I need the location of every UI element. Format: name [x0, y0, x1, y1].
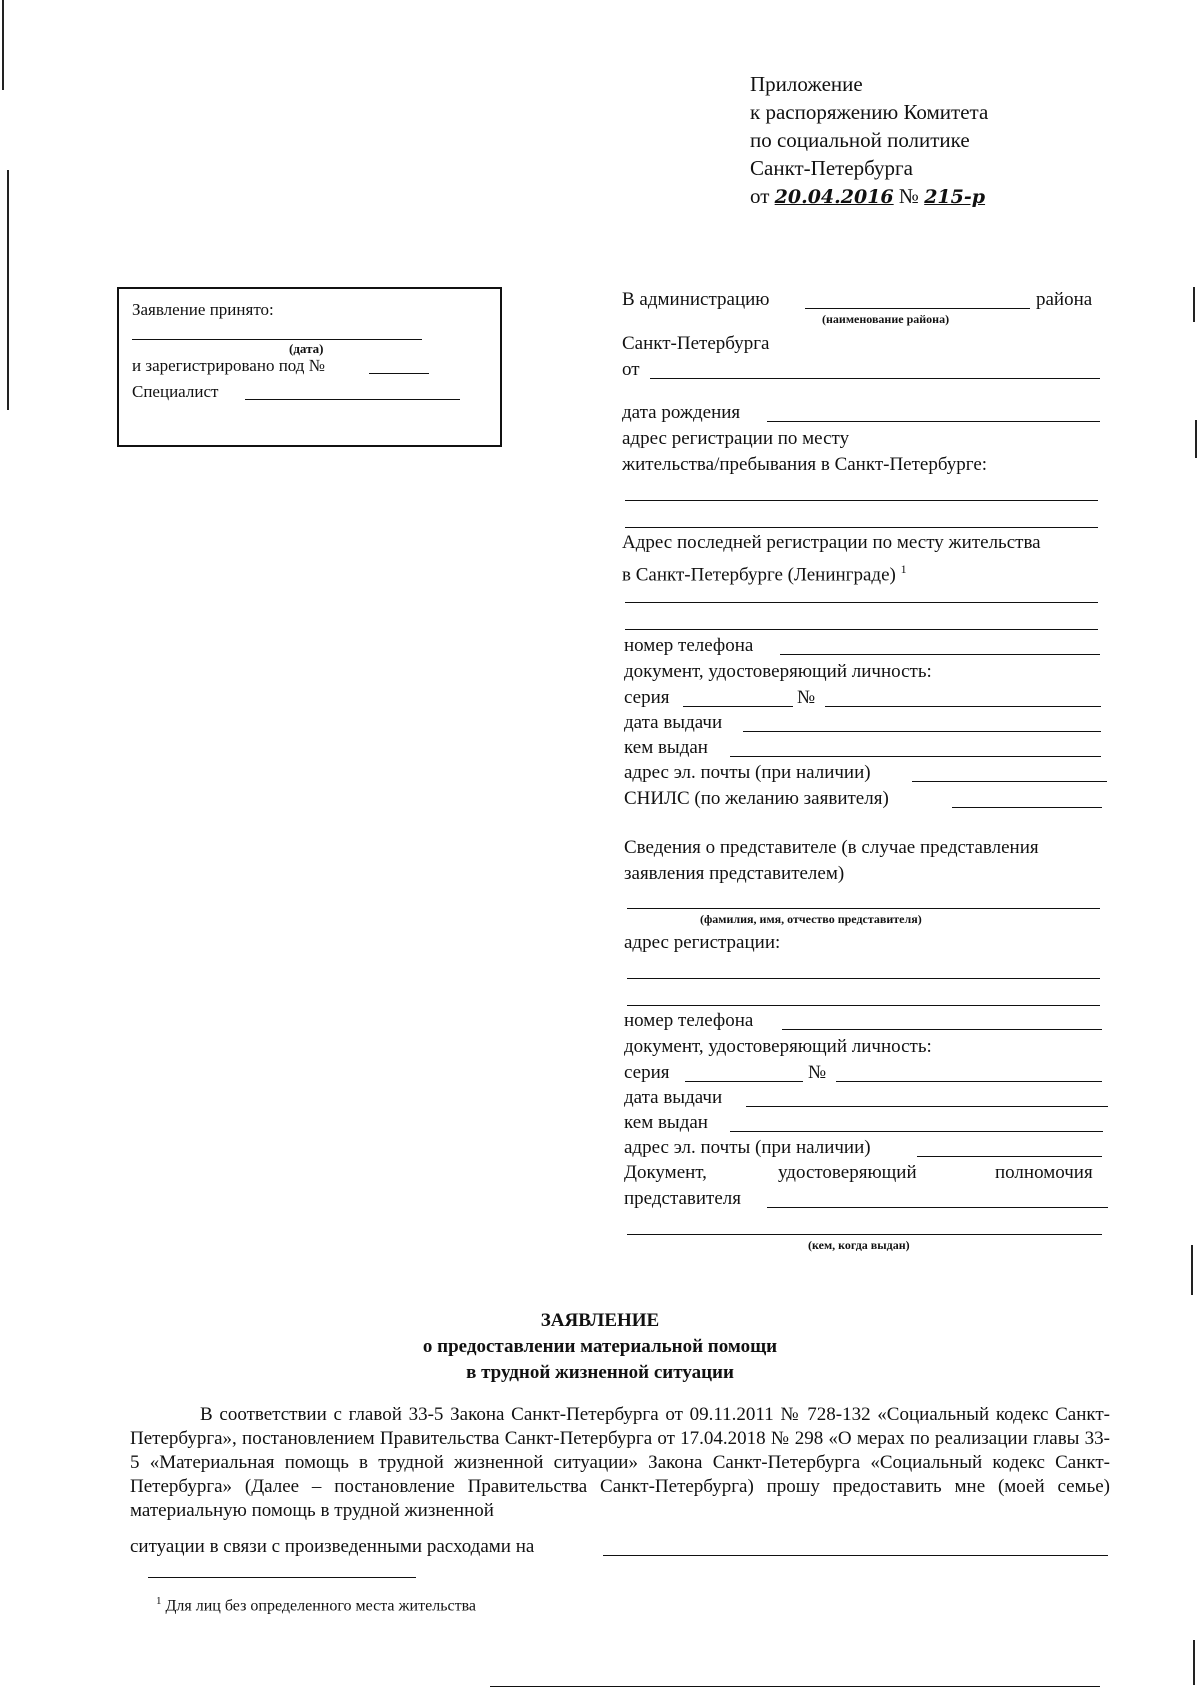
series-label: серия [624, 687, 670, 708]
rep-email-label: адрес эл. почты (при наличии) [624, 1137, 871, 1158]
registered-label: и зарегистрировано под № [132, 356, 325, 375]
rep-number-sign: № [808, 1062, 827, 1083]
scan-mark-left [2, 0, 4, 90]
phone-label: номер телефона [624, 635, 754, 656]
birth-date-field[interactable] [767, 421, 1100, 422]
rep-phone-label: номер телефона [624, 1010, 754, 1031]
email-field[interactable] [912, 781, 1107, 782]
snils-label: СНИЛС (по желанию заявителя) [624, 788, 889, 809]
reg-address-label-1: адрес регистрации по месту [622, 428, 850, 449]
rep-info-label-2: заявления представителем) [624, 863, 845, 884]
expenses-field[interactable] [603, 1555, 1108, 1556]
reg-address-field-1[interactable] [625, 500, 1098, 501]
last-reg-label-2 [622, 556, 907, 588]
footnote-separator [148, 1577, 416, 1578]
accepted-label: Заявление принято: [132, 300, 274, 319]
registration-number-field[interactable] [369, 373, 429, 374]
rep-doc-number-field[interactable] [836, 1081, 1102, 1082]
issue-date-field[interactable] [743, 731, 1101, 732]
rep-reg-address-label: адрес регистрации: [624, 932, 781, 953]
number-prefix: № [898, 184, 919, 208]
issued-by-field[interactable] [730, 756, 1101, 757]
from-label: от [622, 359, 640, 380]
specialist-label: Специалист [132, 382, 219, 401]
phone-field[interactable] [780, 654, 1100, 655]
rep-issue-date-label: дата выдачи [624, 1087, 723, 1108]
receipt-box [117, 287, 502, 447]
issued-caption: (кем, когда выдан) [808, 1238, 910, 1252]
district-caption: (наименование района) [822, 312, 950, 326]
rep-issued-by-label: кем выдан [624, 1112, 708, 1133]
scan-bottom-edge [490, 1686, 1100, 1687]
id-doc-label: документ, удостоверяющий личность: [624, 661, 932, 682]
rep-id-doc-label: документ, удостоверяющий личность: [624, 1036, 932, 1057]
title-line-3: в трудной жизненной ситуации [466, 1362, 734, 1383]
rep-phone-field[interactable] [782, 1029, 1102, 1030]
last-reg-label-1: Адрес последней регистрации по месту жительства [622, 532, 1041, 553]
handwritten-date: 20.04.2016 [774, 186, 894, 208]
body-text: В соответствии с главой 33-5 Закона Санкт-Петербурга от 09.11.2011 № 728-132 «Социальный кодекс Санкт-Петербурга», постановлением Правительства Санкт-Петербурга от 17.04.2018 № 298 «О мерах по реализации главы 33-5 «Материальная помощь в трудной жизненной ситуации» Закона Санкт-Петербурга «Социальный кодекс Санкт-Петербурга» (Далее – постановление Правительства Санкт-Петербурга) прошу предоставить мне (моей семье) материальную помощь в трудной жизненной [130, 1404, 1110, 1521]
representative-word: представителя [624, 1188, 742, 1209]
document-title [0, 1308, 1200, 1386]
issue-date-label: дата выдачи [624, 712, 723, 733]
to-admin-label: В администрацию [622, 289, 770, 310]
rep-info-label-1: Сведения о представителе (в случае представления [624, 837, 1039, 858]
reg-address-label-2: жительства/пребывания в Санкт-Петербурге: [622, 454, 988, 475]
snils-field[interactable] [952, 807, 1102, 808]
footnote-text: Для лиц без определенного места жительства [165, 1597, 477, 1615]
title-line-1: ЗАЯВЛЕНИЕ [540, 1310, 660, 1331]
issued-by-label: кем выдан [624, 737, 708, 758]
body-last-line: ситуации в связи с произведенными расходами на [130, 1536, 535, 1557]
scan-mark-right-2 [1195, 420, 1197, 458]
footnote [156, 1591, 476, 1616]
district-word: района [1036, 289, 1093, 310]
rep-issued-by-field[interactable] [730, 1131, 1103, 1132]
number-sign: № [797, 687, 816, 708]
footnote-number: 1 [156, 1595, 162, 1607]
last-reg-field-2[interactable] [625, 629, 1098, 630]
appendix-date-line [750, 182, 988, 211]
doc-number-field[interactable] [825, 706, 1101, 707]
title-line-2: о предоставлении материальной помощи [422, 1336, 778, 1357]
body-paragraph [130, 1403, 1110, 1523]
birth-date-label: дата рождения [622, 402, 741, 423]
handwritten-number: 215-р [924, 186, 986, 208]
scan-mark-right-4 [1193, 1640, 1195, 1685]
appendix-header [750, 70, 988, 211]
applicant-name-field[interactable] [650, 378, 1100, 379]
district-field[interactable] [805, 308, 1030, 309]
rep-reg-address-field-1[interactable] [627, 978, 1100, 979]
receipt-date-field[interactable] [132, 339, 422, 340]
reg-address-field-2[interactable] [625, 527, 1098, 528]
scan-mark-left-2 [7, 170, 9, 410]
rep-issue-date-field[interactable] [746, 1106, 1108, 1107]
rep-series-field[interactable] [685, 1081, 803, 1082]
authority-doc-field-1[interactable] [767, 1207, 1108, 1208]
scan-mark-right [1193, 287, 1195, 322]
rep-name-field[interactable] [627, 908, 1100, 909]
authority-doc-word-1: Документ, [624, 1162, 707, 1183]
appendix-line: к распоряжению Комитета [750, 100, 989, 124]
rep-reg-address-field-2[interactable] [627, 1005, 1100, 1006]
rep-name-caption: (фамилия, имя, отчество представителя) [700, 912, 922, 926]
appendix-line: Санкт-Петербурга [750, 156, 913, 180]
date-caption: (дата) [289, 341, 324, 356]
authority-doc-word-2: удостоверяющий [778, 1162, 917, 1183]
authority-doc-field-2[interactable] [627, 1234, 1102, 1235]
last-reg-field-1[interactable] [625, 602, 1098, 603]
last-reg-text: в Санкт-Петербурге (Ленинграде) [622, 564, 896, 586]
email-label: адрес эл. почты (при наличии) [624, 762, 871, 783]
appendix-line: Приложение [750, 72, 863, 96]
specialist-field[interactable] [245, 399, 460, 400]
rep-series-label: серия [624, 1062, 670, 1083]
rep-email-field[interactable] [917, 1156, 1102, 1157]
from-prefix: от [750, 184, 770, 208]
scan-mark-right-3 [1191, 1245, 1193, 1295]
footnote-mark: 1 [900, 562, 907, 576]
spb-label: Санкт-Петербурга [622, 333, 770, 354]
authority-doc-word-3: полномочия [995, 1162, 1093, 1183]
series-field[interactable] [683, 706, 793, 707]
appendix-line: по социальной политике [750, 128, 970, 152]
